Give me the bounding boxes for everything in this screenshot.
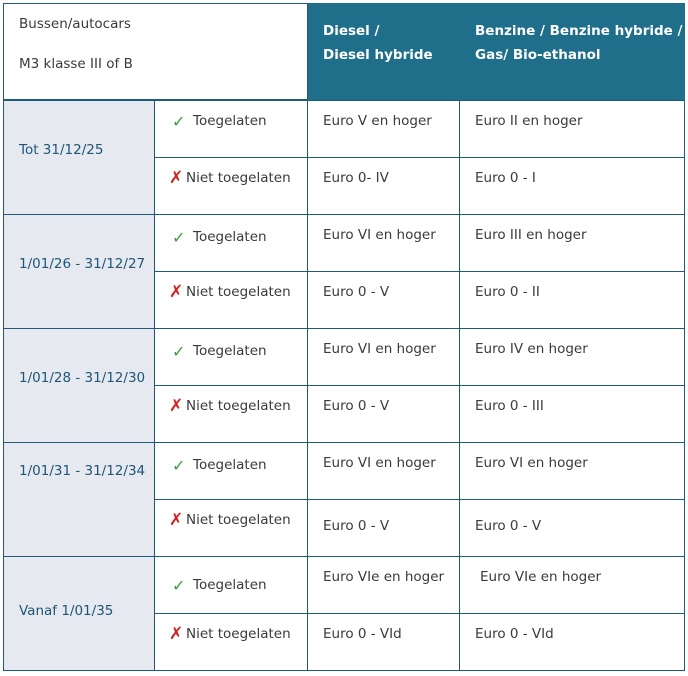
benzine-allowed-value: Euro II en hoger — [475, 113, 583, 129]
header-benzine — [460, 3, 685, 100]
diesel-not-allowed-value: Euro 0 - V — [323, 284, 390, 300]
benzine-not-allowed-value: Euro 0 - VId — [475, 626, 554, 642]
status-not-allowed-label: Niet toegelaten — [186, 284, 291, 300]
diesel-allowed-value: Euro VI en hoger — [323, 227, 436, 243]
period-cell — [3, 328, 155, 442]
status-allowed-cell — [155, 442, 308, 499]
benzine-not-allowed-value: Euro 0 - V — [475, 518, 542, 534]
diesel-not-allowed-value: Euro 0- IV — [323, 170, 389, 186]
status-not-allowed-label: Niet toegelaten — [186, 512, 291, 528]
status-not-allowed-cell — [155, 499, 308, 556]
period-cell — [3, 100, 155, 214]
benzine-allowed-cell — [460, 442, 685, 499]
period-label: 1/01/26 - 31/12/27 — [19, 256, 146, 272]
benzine-allowed-value: Euro VIe en hoger — [480, 569, 602, 585]
benzine-not-allowed-cell — [460, 385, 685, 442]
cross-icon: ✗ — [169, 510, 184, 530]
status-not-allowed-cell — [155, 385, 308, 442]
cross-icon: ✗ — [169, 168, 184, 188]
diesel-allowed-cell — [308, 556, 460, 613]
diesel-not-allowed-cell — [308, 157, 460, 214]
benzine-not-allowed-value: Euro 0 - III — [475, 398, 544, 414]
benzine-allowed-cell — [460, 328, 685, 385]
benzine-allowed-value: Euro III en hoger — [475, 227, 587, 243]
diesel-allowed-value: Euro VI en hoger — [323, 455, 436, 471]
benzine-allowed-cell — [460, 100, 685, 157]
benzine-not-allowed-cell — [460, 271, 685, 328]
benzine-not-allowed-cell — [460, 157, 685, 214]
emission-table — [3, 3, 685, 671]
header-benzine-line1: Benzine / Benzine hybride / — [475, 23, 683, 39]
diesel-allowed-cell — [308, 100, 460, 157]
status-not-allowed-cell — [155, 157, 308, 214]
cross-icon: ✗ — [169, 624, 184, 644]
period-label: Vanaf 1/01/35 — [19, 603, 114, 619]
status-not-allowed-cell — [155, 613, 308, 670]
diesel-not-allowed-cell — [308, 385, 460, 442]
benzine-allowed-cell — [460, 556, 685, 613]
benzine-not-allowed-value: Euro 0 - I — [475, 170, 536, 186]
benzine-allowed-value: Euro VI en hoger — [475, 455, 588, 471]
benzine-not-allowed-cell — [460, 499, 685, 556]
check-icon: ✓ — [172, 456, 186, 475]
diesel-not-allowed-cell — [308, 271, 460, 328]
cross-icon: ✗ — [169, 396, 184, 416]
period-cell — [3, 214, 155, 328]
header-benzine-line2: Gas/ Bio-ethanol — [475, 47, 601, 63]
status-not-allowed-label: Niet toegelaten — [186, 398, 291, 414]
diesel-allowed-value: Euro VIe en hoger — [323, 569, 445, 585]
status-allowed-cell — [155, 100, 308, 157]
diesel-not-allowed-value: Euro 0 - VId — [323, 626, 402, 642]
diesel-allowed-cell — [308, 214, 460, 271]
period-label: 1/01/28 - 31/12/30 — [19, 370, 146, 386]
period-label: 1/01/31 - 31/12/34 — [19, 463, 146, 479]
check-icon: ✓ — [172, 342, 186, 361]
diesel-not-allowed-value: Euro 0 - V — [323, 518, 390, 534]
header-left-line1: Bussen/autocars — [19, 16, 131, 32]
status-allowed-label: Toegelaten — [193, 457, 267, 473]
benzine-not-allowed-value: Euro 0 - II — [475, 284, 540, 300]
diesel-allowed-value: Euro V en hoger — [323, 113, 432, 129]
period-cell — [3, 442, 155, 556]
benzine-not-allowed-cell — [460, 613, 685, 670]
status-allowed-label: Toegelaten — [193, 343, 267, 359]
diesel-not-allowed-value: Euro 0 - V — [323, 398, 390, 414]
period-label: Tot 31/12/25 — [19, 142, 104, 158]
diesel-allowed-cell — [308, 442, 460, 499]
diesel-not-allowed-cell — [308, 613, 460, 670]
benzine-allowed-value: Euro IV en hoger — [475, 341, 588, 357]
header-vehicle-category — [3, 3, 308, 100]
status-not-allowed-cell — [155, 271, 308, 328]
header-diesel-line2: Diesel hybride — [323, 47, 433, 63]
status-not-allowed-label: Niet toegelaten — [186, 170, 291, 186]
header-diesel — [308, 3, 460, 100]
status-allowed-cell — [155, 556, 308, 613]
benzine-allowed-cell — [460, 214, 685, 271]
status-not-allowed-label: Niet toegelaten — [186, 626, 291, 642]
table-bottom-border — [3, 670, 685, 671]
header-left-line2: M3 klasse III of B — [19, 56, 133, 72]
check-icon: ✓ — [172, 112, 186, 131]
diesel-allowed-value: Euro VI en hoger — [323, 341, 436, 357]
table-right-border — [684, 100, 685, 671]
period-cell — [3, 556, 155, 670]
check-icon: ✓ — [172, 576, 186, 595]
status-allowed-label: Toegelaten — [193, 229, 267, 245]
status-allowed-cell — [155, 328, 308, 385]
status-allowed-label: Toegelaten — [193, 577, 267, 593]
status-allowed-label: Toegelaten — [193, 113, 267, 129]
header-diesel-line1: Diesel / — [323, 23, 380, 39]
cross-icon: ✗ — [169, 282, 184, 302]
check-icon: ✓ — [172, 228, 186, 247]
status-allowed-cell — [155, 214, 308, 271]
diesel-allowed-cell — [308, 328, 460, 385]
diesel-not-allowed-cell — [308, 499, 460, 556]
